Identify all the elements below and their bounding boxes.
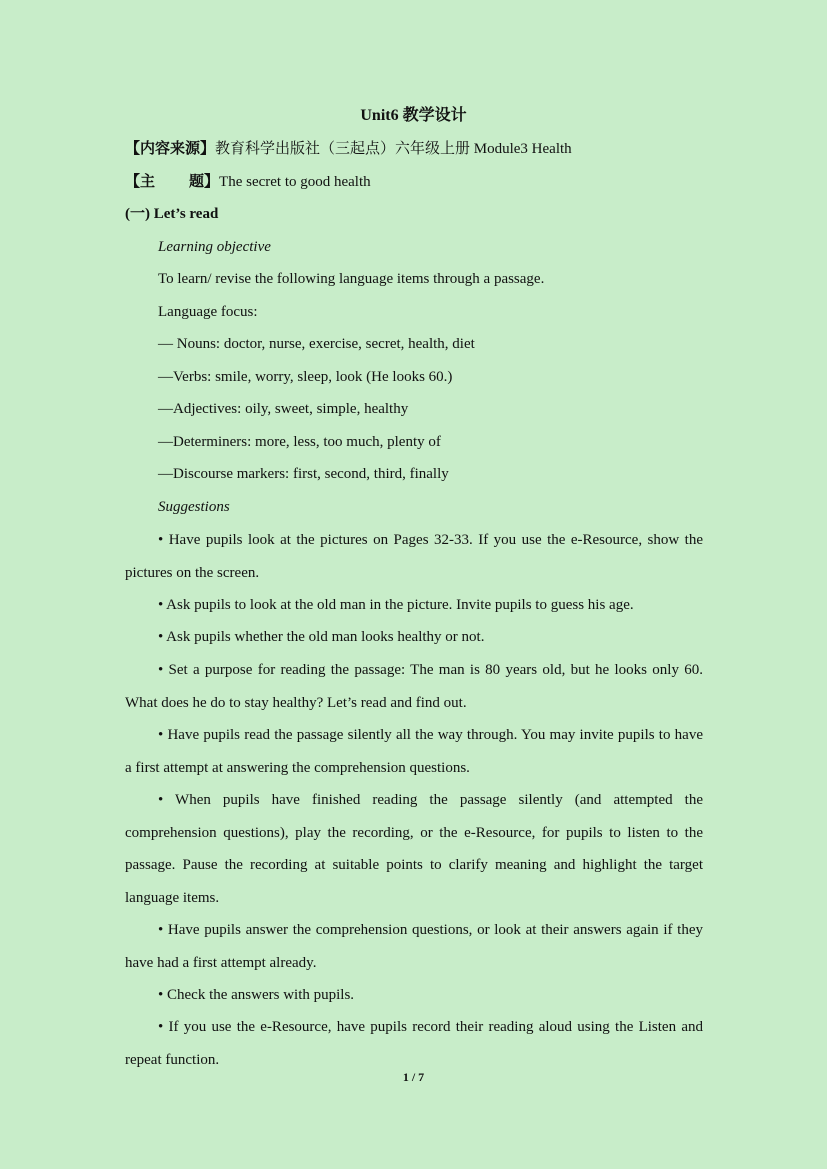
- topic-label-open: 【主: [125, 174, 156, 190]
- suggestion-item: • Have pupils look at the pictures on Pages 32-33. If you use the e-Resource, show the pictures on the screen.: [125, 532, 703, 581]
- page-number: 1 / 7: [402, 1070, 425, 1084]
- suggestion-item: • Check the answers with pupils.: [158, 987, 355, 1003]
- suggestion-item: • Set a purpose for reading the passage: The man is 80 years old, but he looks only 60. What does he do to stay healthy? Let’s read and find out.: [125, 662, 703, 711]
- source-line: [125, 138, 572, 160]
- document-title: Unit6 教学设计: [360, 107, 467, 124]
- objective-heading: Learning objective: [158, 239, 271, 255]
- suggestion-item: • When pupils have finished reading the passage silently (and attempted the comprehension questions), play the recording, or the e-Resource, for pupils to listen to the passage. Pause the recording at suitable points to clarify meaning and highlight the target language items.: [125, 792, 703, 906]
- focus-item-verbs: —Verbs: smile, worry, sleep, look (He looks 60.): [158, 369, 453, 385]
- suggestion-item: • Have pupils read the passage silently all the way through. You may invite pupils to have a first attempt at answering the comprehension questions.: [125, 727, 703, 776]
- section-heading: (一) Let’s read: [125, 206, 219, 222]
- focus-heading: Language focus:: [158, 304, 258, 320]
- topic-line: [125, 171, 371, 193]
- focus-item-adjectives: —Adjectives: oily, sweet, simple, healthy: [158, 401, 409, 417]
- suggestion-item: • Ask pupils to look at the old man in the picture. Invite pupils to guess his age.: [158, 597, 634, 613]
- objective-text: To learn/ revise the following language items through a passage.: [158, 271, 545, 287]
- suggestion-item: • If you use the e-Resource, have pupils record their reading aloud using the Listen and repeat function.: [125, 1019, 703, 1068]
- topic-label-close: 题】: [189, 174, 220, 190]
- focus-item-discourse-markers: —Discourse markers: first, second, third, finally: [158, 466, 449, 482]
- suggestions-heading: Suggestions: [158, 499, 230, 515]
- focus-item-nouns: — Nouns: doctor, nurse, exercise, secret, health, diet: [158, 336, 475, 352]
- focus-item-determiners: —Determiners: more, less, too much, plenty of: [158, 434, 441, 450]
- topic-text: The secret to good health: [219, 174, 371, 190]
- source-label: 【内容来源】: [125, 141, 216, 157]
- source-text: 教育科学出版社（三起点）六年级上册 Module3 Health: [215, 141, 572, 157]
- suggestion-item: • Have pupils answer the comprehension questions, or look at their answers again if they have had a first attempt already.: [125, 922, 703, 971]
- suggestion-item: • Ask pupils whether the old man looks healthy or not.: [158, 629, 485, 645]
